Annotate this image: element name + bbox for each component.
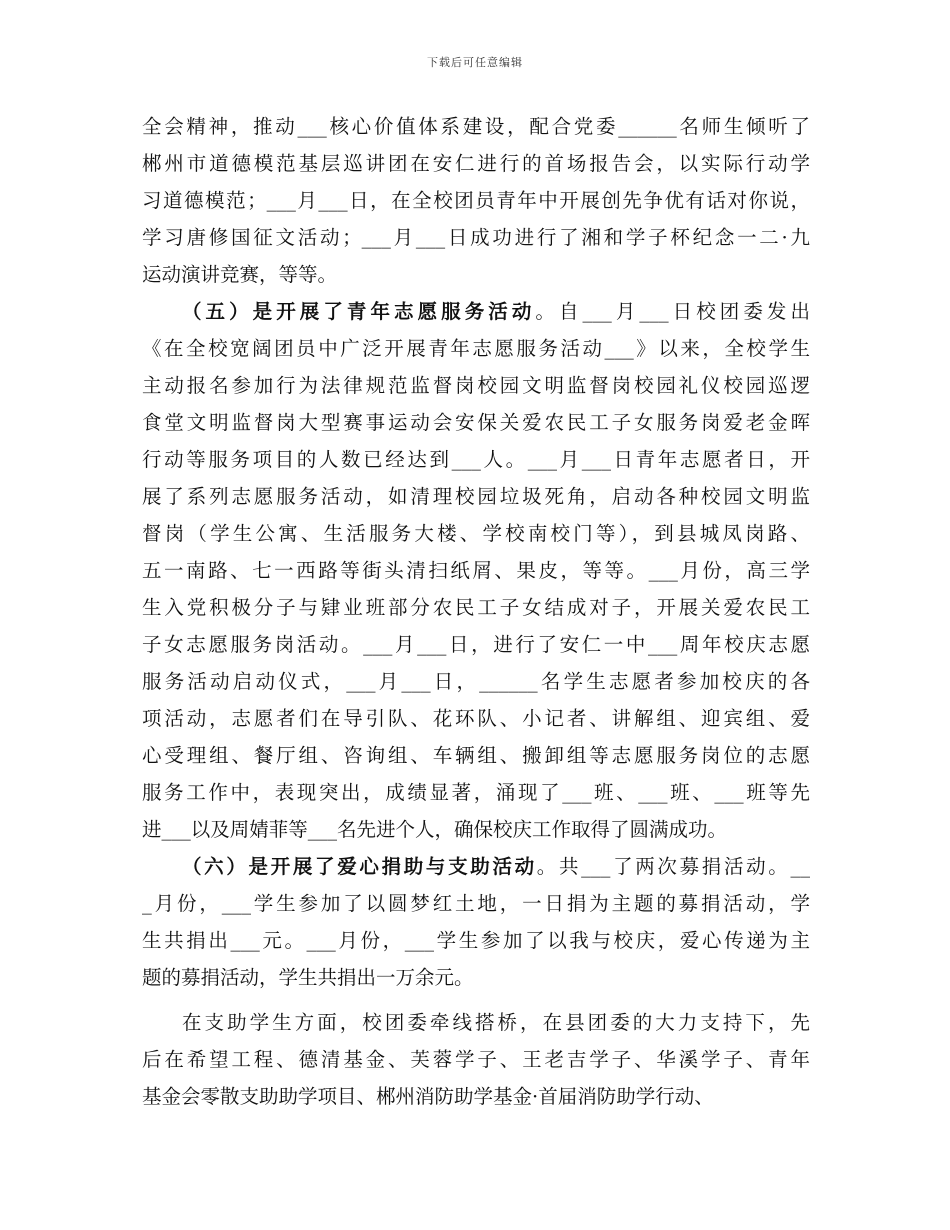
paragraph-gap (142, 996, 810, 1004)
text-line: 郴州市道德模范基层巡讲团在安仁进行的首场报告会，以实际行动学 (142, 152, 810, 175)
text-line: 全会精神，推动___核心价值体系建设，配合党委______名师生倾听了 (142, 115, 810, 138)
text-line: 主动报名参加行为法律规范监督岗校园文明监督岗校园礼仪校园巡逻 (142, 374, 810, 397)
text-line-lead (142, 848, 810, 885)
text-line: 子女志愿服务岗活动。___月___日，进行了安仁一中___周年校庆志愿 (142, 633, 810, 656)
text-line: 在支助学生方面，校团委牵线搭桥，在县团委的大力支持下，先 (182, 1011, 810, 1034)
text-line: 行动等服务项目的人数已经达到___人。___月___日青年志愿者日，开 (142, 448, 810, 471)
text-line: 五一南路、七一西路等街头清扫纸屑、果皮，等等。___月份，高三学 (142, 559, 810, 582)
text-fragment: 。共___了两次募捐活动。__ (536, 855, 810, 878)
text-line-lead (142, 293, 810, 330)
text-line: 后在希望工程、德清基金、芙蓉学子、王老吉学子、华溪学子、青年 (142, 1048, 810, 1071)
text-line: 展了系列志愿服务活动，如清理校园垃圾死角，启动各种校园文明监 (142, 485, 810, 508)
paragraph-4 (142, 1004, 810, 1115)
paragraph-3 (142, 848, 810, 996)
text-line: 项活动，志愿者们在导引队、花环队、小记者、讲解组、迎宾组、爱 (142, 707, 810, 730)
text-line: 运动演讲竞赛，等等。 (142, 263, 338, 286)
text-line: 服务活动启动仪式，___月___日，______名学生志愿者参加校庆的各 (142, 670, 810, 693)
text-fragment: 。自___月___日校团委发出 (535, 300, 810, 323)
section-heading-6: （六）是开展了爱心捐助与支助活动 (182, 855, 537, 878)
document-body (142, 108, 810, 1115)
text-line: 生入党积极分子与肄业班部分农民工子女结成对子，开展关爱农民工 (142, 596, 810, 619)
text-line: 基金会零散支助助学项目、郴州消防助学基金·首届消防助学行动、 (142, 1085, 714, 1108)
text-line: 学习唐修国征文活动；___月___日成功进行了湘和学子杯纪念一二·九 (142, 226, 810, 249)
section-heading-5: （五）是开展了青年志愿服务活动 (182, 300, 536, 323)
text-line: 《在全校宽阔团员中广泛开展青年志愿服务活动___》以来，全校学生 (142, 337, 810, 360)
text-line: 进___以及周婧菲等___名先进个人，确保校庆工作取得了圆满成功。 (142, 818, 728, 841)
text-line: 习道德模范；___月___日，在全校团员青年中开展创先争优有话对你说， (142, 189, 810, 212)
text-line: _月份，___学生参加了以圆梦红土地，一日捐为主题的募捐活动，学 (142, 892, 810, 915)
text-line: 食堂文明监督岗大型赛事运动会安保关爱农民工子女服务岗爱老金晖 (142, 411, 810, 434)
text-line: 心受理组、餐厅组、咨询组、车辆组、搬卸组等志愿服务岗位的志愿 (142, 744, 810, 767)
header-note: 下载后可任意编辑 (427, 56, 523, 69)
paragraph-1 (142, 108, 810, 293)
text-line: 生共捐出___元。___月份，___学生参加了以我与校庆，爱心传递为主 (142, 929, 810, 952)
text-line: 服务工作中，表现突出，成绩显著，涌现了___班、___班、___班等先 (142, 781, 810, 804)
text-line: 题的募捐活动，学生共捐出一万余元。 (142, 966, 474, 989)
paragraph-2 (142, 293, 810, 848)
text-line: 督岗（学生公寓、生活服务大楼、学校南校门等），到县城凤岗路、 (142, 522, 810, 545)
